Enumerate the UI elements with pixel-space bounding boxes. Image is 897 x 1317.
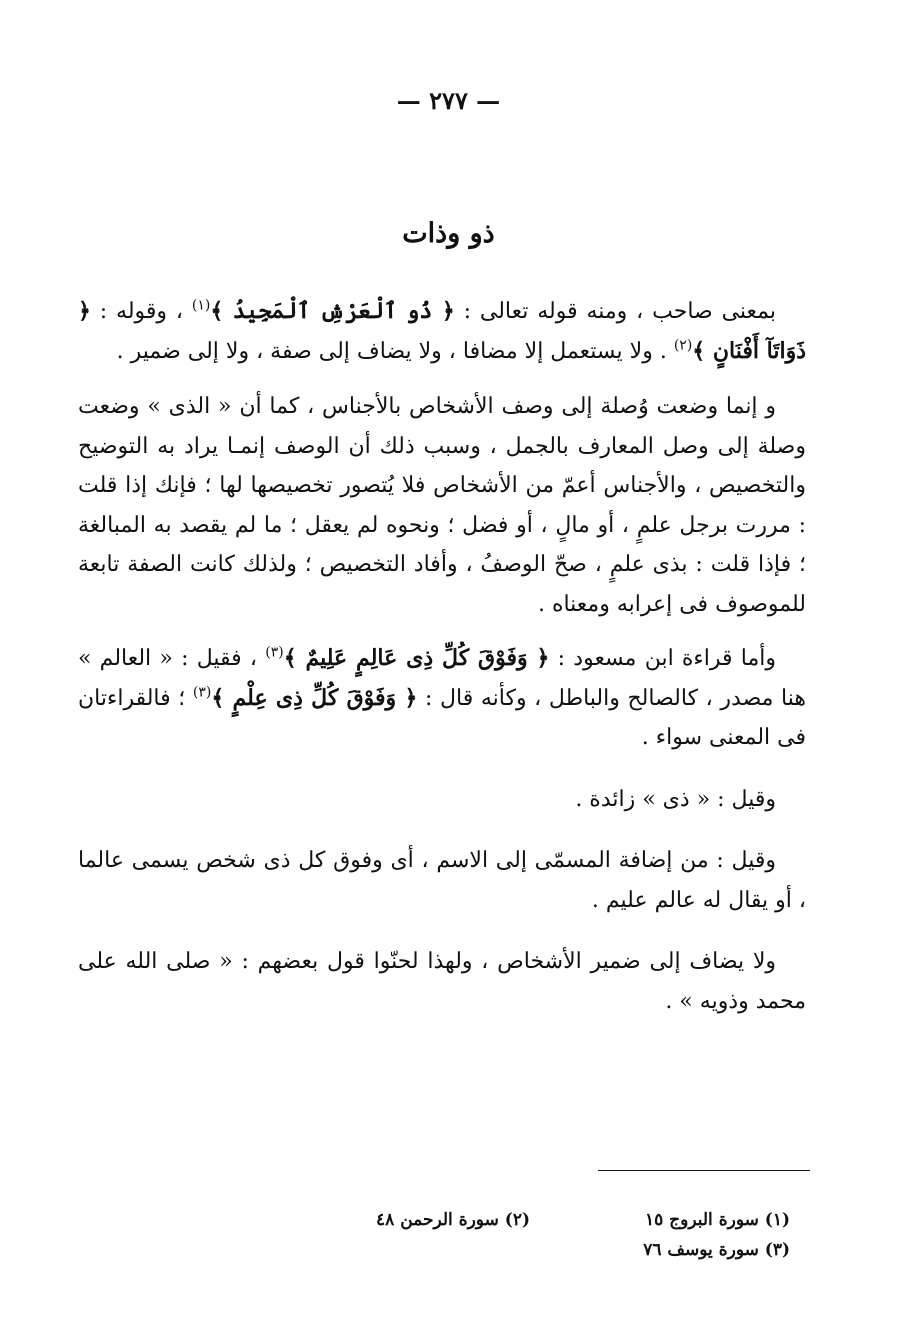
quran-quote-3: ﴿ وَفَوْقَ كُلِّ ذِى عَالِمٍ عَلِيمٌ ﴾ (283, 645, 550, 671)
footnotes (270, 1205, 790, 1265)
paragraph-1-text-c: . ولا يستعمل إلا مضافا ، ولا يضاف إلى صفة ، ولا إلى ضمير . (116, 338, 674, 364)
section-title: ذو وذات (402, 218, 495, 249)
paragraph-5: وقيل : من إضافة المسمّى إلى الاسم ، أى وفوق كل ذى شخص يسمى عالما ، أو يقال له عالم عليم . (78, 848, 806, 913)
paragraph-1-text-a: بمعنى صاحب ، ومنه قوله تعالى : (454, 299, 776, 324)
paragraph-1 (78, 292, 806, 371)
paragraph-3-text-b: ، فقيل : « العالم » هنا مصدر ، كالصالح والباطل ، وكأنه قال : (78, 646, 806, 711)
paragraph-3-text-a: وأما قراءة ابن مسعود : (549, 646, 776, 671)
footnote-row-2 (270, 1235, 790, 1265)
paragraph-2: و إنما وضعت وُصلة إلى وصف الأشخاص بالأجناس ، كما أن « الذى » وضعت وصلة إلى وصل المعارف بالجمل ، وسبب ذلك أن الوصف إنمـا يراد به التوضيح والتخصيص ، والأجناس أعمّ من الأشخاص فلا يُتصور تخصيصها لها ؛ فإنك إذا قلت : مررت برجل علمٍ ، أو مالٍ ، أو فضل ؛ ونحوه لم يعقل ؛ ما لم يقصد به المبالغة ؛ فإذا قلت : بذى علمٍ ، صحّ الوصفُ ، وأفاد التخصيص ؛ ولذلك كانت الصفة تابعة للموصوف فى إعرابه ومعناه . (78, 394, 806, 617)
paragraph-1-text-b: ، وقوله : (90, 299, 192, 324)
paragraph-3-text-c: ؛ فالقراءتان فى المعنى سواء . (78, 685, 806, 750)
paragraph-4: وقيل : « ذى » زائدة . (575, 786, 776, 812)
body-text (78, 292, 806, 1021)
footnote-ref-3b: (٣) (192, 684, 212, 701)
paragraph-6: ولا يضاف إلى ضمير الأشخاص ، ولهذا لحنّوا قول بعضهم : « صلى الله على محمد وذويه » . (78, 949, 806, 1014)
footnote-ref-1: (١) (191, 297, 211, 314)
footnote-ref-3: (٣) (265, 644, 284, 661)
footnote-ref-2: (٢) (673, 337, 693, 354)
footnote-divider (598, 1170, 810, 1171)
page-number: — ٢٧٧ — (396, 86, 501, 115)
footnote-2: (٢) سورة الرحمن ٤٨ (376, 1210, 530, 1230)
footnote-1: (١) سورة البروج ١٥ (645, 1210, 790, 1230)
quran-quote-2: ﴿ ذَوَاتَآ أَفْنَانٍ ﴾ (78, 298, 806, 364)
paragraph-3 (78, 639, 806, 758)
footnote-row-1 (270, 1205, 790, 1235)
quran-quote-4: ﴿ وَفَوْقَ كُلِّ ذِى عِلْمٍ ﴾ (211, 684, 418, 711)
footnote-3: (٣) سورة يوسف ٧٦ (643, 1240, 790, 1260)
quran-quote-1: ﴿ ذُو ٱلْعَرْشِ ٱلْمَجِيدُ ﴾ (210, 298, 455, 324)
